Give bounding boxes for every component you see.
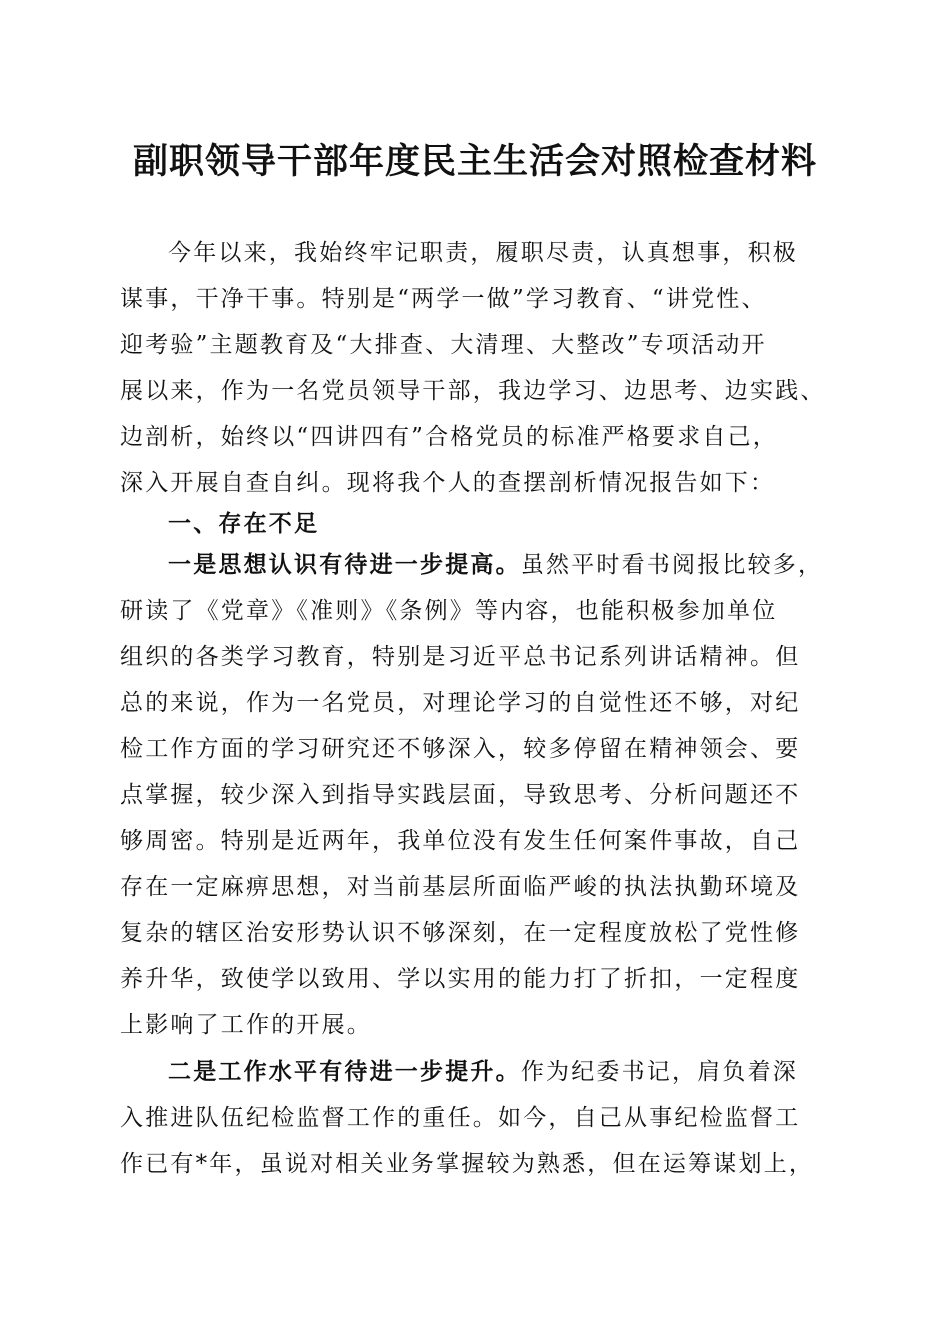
point2-line: 入推进队伍纪检监督工作的重任。如今，自己从事纪检监督工 bbox=[120, 1105, 801, 1131]
point1-first-rest: 虽然平时看书阅报比较多， bbox=[520, 552, 824, 578]
section-heading: 一、存在不足 bbox=[168, 510, 320, 537]
point2-line: 作已有*年，虽说对相关业务掌握较为熟悉，但在运筹谋划上， bbox=[120, 1151, 815, 1177]
point1-first-line bbox=[168, 548, 823, 582]
intro-line: 深入开展自查自纠。现将我个人的查摆剖析情况报告如下： bbox=[120, 470, 776, 496]
point1-line: 存在一定麻痹思想，对当前基层所面临严峻的执法执勤环境及 bbox=[120, 874, 801, 900]
point1-line: 检工作方面的学习研究还不够深入，较多停留在精神领会、要 bbox=[120, 736, 801, 762]
point2-first-line bbox=[168, 1055, 798, 1089]
point1-line: 够周密。特别是近两年，我单位没有发生任何案件事故，自己 bbox=[120, 828, 801, 854]
point1-lead: 一是思想认识有待进一步提高。 bbox=[168, 551, 521, 578]
intro-line: 谋事，干净干事。特别是“两学一做”学习教育、“讲党性、 bbox=[120, 286, 767, 312]
point2-first-rest: 作为纪委书记，肩负着深 bbox=[520, 1059, 799, 1085]
point1-line: 点掌握，较少深入到指导实践层面，导致思考、分析问题还不 bbox=[120, 782, 801, 808]
point1-line: 上影响了工作的开展。 bbox=[120, 1012, 372, 1038]
intro-line: 今年以来，我始终牢记职责，履职尽责，认真想事，积极 bbox=[168, 240, 798, 266]
point1-line: 组织的各类学习教育，特别是习近平总书记系列讲话精神。但 bbox=[120, 644, 801, 670]
intro-line: 迎考验”主题教育及“大排查、大清理、大整改”专项活动开 bbox=[120, 332, 767, 358]
document-title: 副职领导干部年度民主生活会对照检查材料 bbox=[132, 141, 817, 182]
point1-line: 研读了《党章》《准则》《条例》等内容，也能积极参加单位 bbox=[120, 598, 778, 624]
point1-line: 养升华，致使学以致用、学以实用的能力打了折扣，一定程度 bbox=[120, 966, 801, 992]
point1-line: 总的来说，作为一名党员，对理论学习的自觉性还不够，对纪 bbox=[120, 690, 801, 716]
point1-line: 复杂的辖区治安形势认识不够深刻，在一定程度放松了党性修 bbox=[120, 920, 801, 946]
intro-line: 边剖析，始终以“四讲四有”合格党员的标准严格要求自己， bbox=[120, 424, 778, 450]
intro-line: 展以来，作为一名党员领导干部，我边学习、边思考、边实践、 bbox=[120, 378, 826, 404]
point2-lead: 二是工作水平有待进一步提升。 bbox=[168, 1058, 521, 1085]
